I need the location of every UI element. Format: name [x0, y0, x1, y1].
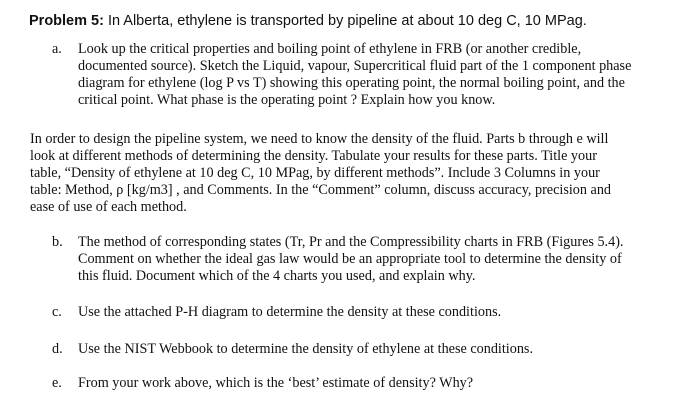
part-a-line: critical point. What phase is the operating point ? Explain how you know. — [78, 92, 496, 108]
part-d — [52, 341, 672, 359]
part-a — [52, 41, 672, 111]
intro-line: look at different methods of determining the density. Tabulate your results for these parts. Title your — [30, 148, 597, 164]
part-a-text — [78, 41, 631, 109]
part-b-line: Comment on whether the ideal gas law would be an appropriate tool to determine the density of — [78, 251, 622, 267]
part-b-line: The method of corresponding states (Tr, Pr and the Compressibility charts in FRB (Figures 5.4). — [78, 234, 624, 250]
part-a-marker: a. — [52, 41, 62, 57]
part-b-line: this fluid. Document which of the 4 charts you used, and explain why. — [78, 268, 476, 284]
part-a-line: documented source). Sketch the Liquid, vapour, Supercritical fluid part of the 1 component phase — [78, 58, 632, 74]
intro-paragraph — [30, 131, 611, 216]
intro-line: table: Method, ρ [kg/m3] , and Comments. In the “Comment” column, discuss accuracy, precision and — [30, 182, 612, 198]
part-b — [52, 234, 672, 288]
intro-line: ease of use of each method. — [30, 199, 187, 215]
problem-statement: In Alberta, ethylene is transported by pipeline at about 10 deg C, 10 MPag. — [107, 13, 587, 29]
problem-heading — [29, 12, 587, 30]
intro-line: In order to design the pipeline system, we need to know the density of the fluid. Parts b through e will — [30, 131, 609, 147]
part-a-line: diagram for ethylene (log P vs T) showing this operating point, the normal boiling point, and the — [78, 75, 625, 91]
intro-line: table, “Density of ethylene at 10 deg C, 10 MPag, by different methods”. Include 3 Columns in your — [30, 165, 600, 181]
part-e-text — [78, 375, 473, 392]
part-c-marker: c. — [52, 304, 62, 320]
part-c-line: Use the attached P-H diagram to determine the density at these conditions. — [78, 304, 502, 320]
part-e-line: From your work above, which is the ‘best’ estimate of density? Why? — [78, 375, 474, 391]
part-d-line: Use the NIST Webbook to determine the density of ethylene at these conditions. — [78, 341, 533, 357]
part-b-text — [78, 234, 623, 285]
part-a-line: Look up the critical properties and boiling point of ethylene in FRB (or another credible, — [78, 41, 582, 57]
part-c — [52, 304, 672, 322]
problem-label: Problem 5: — [29, 13, 104, 29]
part-e — [52, 375, 672, 393]
part-e-marker: e. — [52, 375, 62, 391]
part-c-text — [78, 304, 501, 321]
part-d-marker: d. — [52, 341, 63, 357]
part-b-marker: b. — [52, 234, 63, 250]
part-d-text — [78, 341, 533, 358]
